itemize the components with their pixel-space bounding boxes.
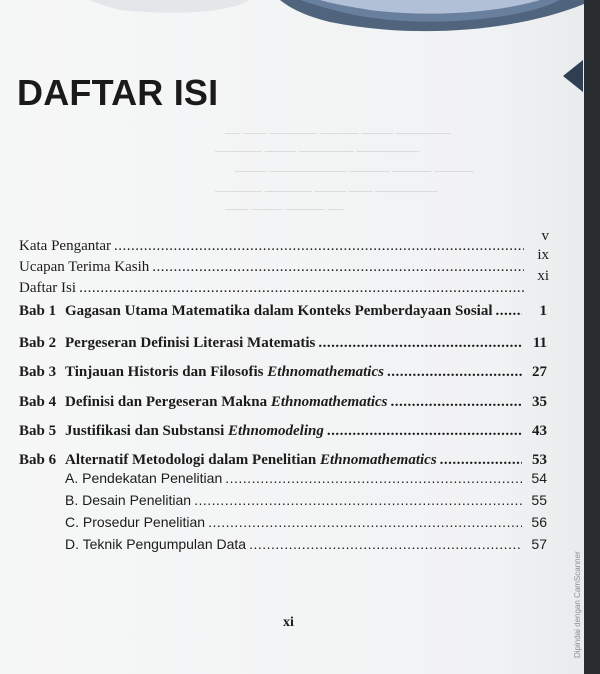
chapter-title: Alternatif Metodologi dalam Penelitian: [65, 452, 320, 468]
header-banner-graphic: [0, 0, 584, 40]
leader-dots: [152, 258, 524, 277]
chapter-number: Bab 5: [19, 423, 57, 439]
toc-subsection-b: [65, 491, 547, 510]
toc-chapter-1: [19, 302, 547, 321]
chapter-title: Justifikasi dan Substansi: [65, 423, 228, 439]
toc-chapter-6: [19, 451, 547, 470]
leader-dots: [387, 363, 522, 382]
leader-dots: [318, 334, 522, 353]
scan-edge: [584, 0, 600, 674]
toc-chapter-5: [19, 422, 547, 441]
bleed-through-text: ── ─── ────── ───── ──── ─────── ────── ──── ─────── ──────── ──── ────────── ───── ───── ───── ────── ────── ──── ─── ──────── ─── ──── ───── ──: [215, 128, 474, 216]
toc-entry-label: Ucapan Terima Kasih: [19, 259, 150, 275]
chapter-title: Tinjauan Historis dan Filosofis: [65, 364, 268, 380]
chapter-page: 1: [539, 303, 547, 319]
scanner-watermark: [570, 530, 584, 660]
chapter-title: Definisi dan Pergeseran Makna: [65, 394, 271, 410]
toc-entry-label: Daftar Isi: [19, 280, 77, 296]
toc-subsection-c: [65, 513, 547, 532]
chapter-number: Bab 2: [19, 335, 57, 351]
leader-dots: [327, 422, 522, 441]
corner-triangle-icon: [563, 60, 583, 92]
leader-dots: [391, 393, 522, 412]
chapter-title-italic: Ethnomodeling: [228, 423, 324, 439]
leader-dots: [114, 237, 524, 256]
subsection-label: A. Pendekatan Penelitian: [65, 470, 223, 486]
chapter-number: Bab 4: [19, 394, 57, 410]
chapter-page: 43: [532, 423, 547, 439]
page-title: DAFTAR ISI: [17, 72, 219, 113]
leader-dots: [194, 491, 522, 510]
subsection-page: 55: [531, 492, 547, 508]
chapter-title: Gagasan Utama Matematika dalam Konteks Pemberdayaan Sosial: [65, 303, 493, 319]
toc-entry-page: xi: [537, 268, 549, 284]
scanner-watermark-text: Dipindai dengan CamScanner: [573, 551, 582, 658]
chapter-number: Bab 6: [19, 452, 57, 468]
chapter-page: 11: [532, 335, 547, 351]
leader-dots: [208, 513, 522, 532]
toc-entry-front-0: [19, 228, 549, 256]
toc-chapter-3: [19, 363, 547, 382]
leader-dots: [225, 469, 522, 488]
leader-dots: [440, 451, 522, 470]
chapter-title-italic: Ethnomathematics: [270, 394, 388, 410]
chapter-page: 35: [532, 394, 547, 410]
chapter-title-italic: Ethnomathematics: [319, 452, 437, 468]
subsection-label: D. Teknik Pengumpulan Data: [65, 536, 247, 552]
subsection-label: C. Prosedur Penelitian: [65, 514, 206, 530]
toc-chapter-4: [19, 393, 547, 412]
leader-dots: [79, 279, 524, 298]
chapter-title: Pergeseran Definisi Literasi Matematis: [65, 335, 316, 351]
leader-dots: [249, 535, 522, 554]
page-number: xi: [283, 615, 294, 630]
toc-entry-label: Kata Pengantar: [19, 238, 112, 254]
toc-entry-page: v: [541, 228, 549, 244]
chapter-page: 27: [532, 364, 547, 380]
toc-entry-page: ix: [537, 247, 549, 263]
toc-entry-front-2: [19, 268, 549, 298]
chapter-number: Bab 1: [19, 303, 57, 319]
subsection-label: B. Desain Penelitian: [65, 492, 192, 508]
leader-dots: [496, 302, 523, 321]
chapter-page: 53: [532, 452, 547, 468]
chapter-title-italic: Ethnomathematics: [267, 364, 384, 380]
toc-subsection-d: [65, 535, 547, 554]
subsection-page: 54: [531, 470, 547, 486]
toc-entry-front-1: [19, 247, 549, 277]
chapter-number: Bab 3: [19, 364, 57, 380]
toc-subsection-a: [65, 469, 547, 488]
subsection-page: 57: [531, 536, 547, 552]
subsection-page: 56: [531, 514, 547, 530]
toc-chapter-2: [19, 334, 547, 353]
